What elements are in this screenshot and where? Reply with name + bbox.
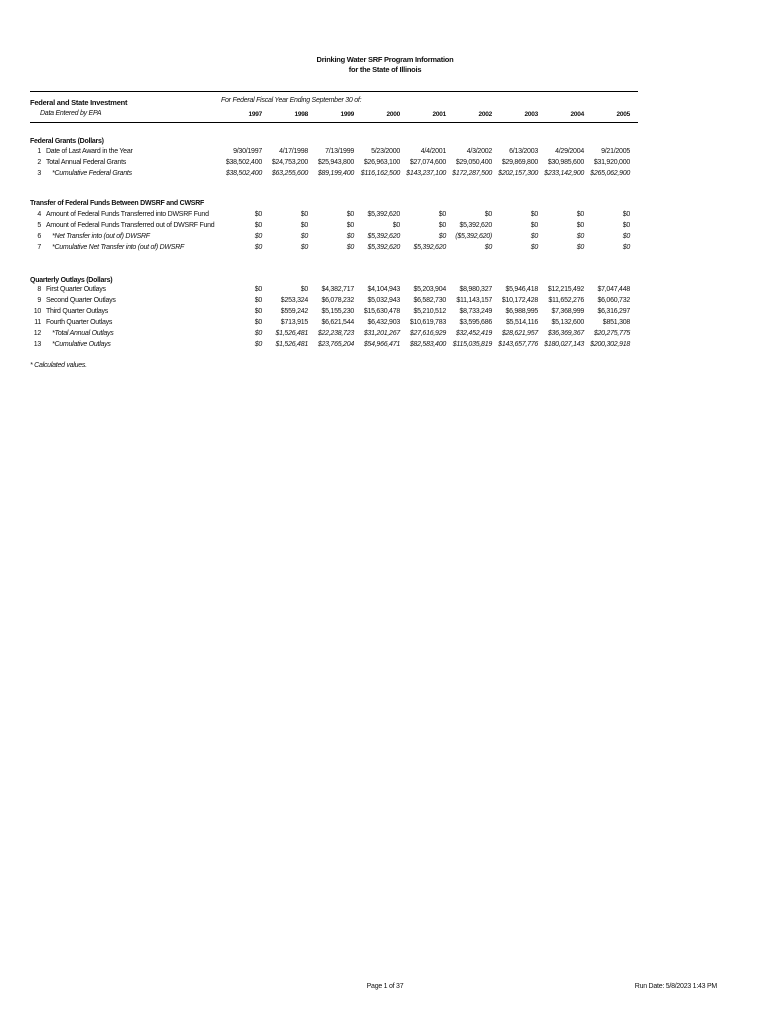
table-cell: $22,238,723 <box>317 330 354 337</box>
table-cell: $10,172,428 <box>501 297 538 304</box>
year-header: 1997 <box>248 111 262 118</box>
row-label-text: Amount of Federal Funds Transferred out of DWSRF Fund <box>46 222 215 229</box>
table-cell: $0 <box>254 222 262 229</box>
table-cell: $0 <box>622 211 630 218</box>
table-cell: $559,242 <box>280 308 308 315</box>
report-title-line2: for the State of Illinois <box>348 65 422 74</box>
header-rule <box>30 122 638 123</box>
table-cell: $36,369,367 <box>547 330 584 337</box>
section-header-title: Federal and State Investment <box>30 98 128 107</box>
table-cell: 4/29/2004 <box>555 148 584 155</box>
row-number: 1 <box>37 148 41 155</box>
table-cell: $63,255,600 <box>271 170 308 177</box>
section-transfers: Transfer of Federal Funds Between DWSRF and CWSRF <box>30 200 205 207</box>
table-cell: $143,237,100 <box>406 170 446 177</box>
table-cell: $6,432,903 <box>367 319 400 326</box>
table-cell: $0 <box>438 222 446 229</box>
table-cell: $115,035,819 <box>452 341 492 348</box>
table-cell: $5,392,620 <box>367 211 400 218</box>
table-cell: $7,047,448 <box>597 286 630 293</box>
table-cell: $0 <box>484 211 492 218</box>
table-cell: $0 <box>254 308 262 315</box>
table-cell: $0 <box>346 244 354 251</box>
row-number: 7 <box>37 244 41 251</box>
row-label-text: Fourth Quarter Outlays <box>46 319 113 326</box>
table-cell: $5,946,418 <box>505 286 538 293</box>
table-cell: $1,526,481 <box>275 341 308 348</box>
table-cell: $0 <box>484 244 492 251</box>
table-cell: $11,143,157 <box>456 297 492 304</box>
row-label-text: *Total Annual Outlays <box>52 330 114 337</box>
table-cell: $0 <box>254 244 262 251</box>
table-cell: $143,657,776 <box>498 341 538 348</box>
row-label-text: First Quarter Outlays <box>46 286 106 293</box>
row-label-text: Amount of Federal Funds Transferred into DWSRF Fund <box>46 211 209 218</box>
table-cell: 5/23/2000 <box>371 148 400 155</box>
table-cell: $5,210,512 <box>413 308 446 315</box>
table-cell: 4/3/2002 <box>466 148 492 155</box>
year-header: 2001 <box>432 111 446 118</box>
table-cell: $0 <box>530 211 538 218</box>
table-cell: $5,392,620 <box>367 244 400 251</box>
table-cell: $0 <box>254 286 262 293</box>
table-cell: 6/13/2003 <box>509 148 538 155</box>
table-cell: $0 <box>300 244 308 251</box>
section-header <box>30 98 127 117</box>
table-cell: $0 <box>300 286 308 293</box>
table-cell: $5,203,904 <box>413 286 446 293</box>
table-cell: $6,988,995 <box>505 308 538 315</box>
table-cell: $11,652,276 <box>548 297 584 304</box>
table-cell: $15,630,478 <box>363 308 400 315</box>
table-cell: $6,621,544 <box>321 319 354 326</box>
year-header: 2003 <box>524 111 538 118</box>
table-cell: $27,074,600 <box>409 159 446 166</box>
table-cell: $0 <box>530 222 538 229</box>
year-header: 2002 <box>478 111 492 118</box>
row-number: 13 <box>33 341 41 348</box>
table-cell: $253,324 <box>280 297 308 304</box>
table-cell: $0 <box>576 244 584 251</box>
table-cell: $5,132,600 <box>551 319 584 326</box>
table-cell: $29,050,400 <box>455 159 492 166</box>
year-header: 2005 <box>616 111 630 118</box>
table-cell: $0 <box>254 211 262 218</box>
table-cell: $0 <box>346 211 354 218</box>
row-label-text: *Cumulative Net Transfer into (out of) DWSRF <box>52 244 185 251</box>
table-cell: $8,733,249 <box>459 308 492 315</box>
table-cell: $89,199,400 <box>317 170 354 177</box>
table-cell: $265,062,900 <box>590 170 630 177</box>
table-cell: $8,980,327 <box>459 286 492 293</box>
table-cell: $0 <box>254 341 262 348</box>
table-cell: $29,869,800 <box>501 159 538 166</box>
top-rule <box>30 91 638 92</box>
row-label-text: Total Annual Federal Grants <box>46 159 127 166</box>
table-cell: $38,502,400 <box>225 159 262 166</box>
table-cell: $54,966,471 <box>363 341 400 348</box>
row-label-text: Second Quarter Outlays <box>46 297 116 304</box>
row-number: 10 <box>33 308 41 315</box>
table-cell: $0 <box>530 233 538 240</box>
table-cell: $0 <box>622 244 630 251</box>
table-cell: $233,142,900 <box>544 170 584 177</box>
table-cell: $25,943,800 <box>317 159 354 166</box>
table-cell: $0 <box>576 233 584 240</box>
table-cell: $0 <box>438 233 446 240</box>
table-cell: $851,308 <box>602 319 630 326</box>
row-label-text: Date of Last Award in the Year <box>46 148 133 155</box>
table-cell: $6,060,732 <box>597 297 630 304</box>
row-label-text: *Cumulative Federal Grants <box>52 170 132 177</box>
table-cell: $5,392,620 <box>413 244 446 251</box>
table-cell: $0 <box>438 211 446 218</box>
table-cell: $20,275,775 <box>593 330 630 337</box>
table-cell: $4,104,943 <box>367 286 400 293</box>
table-cell: $0 <box>346 233 354 240</box>
row-number: 12 <box>33 330 41 337</box>
table-cell: $0 <box>254 330 262 337</box>
table-cell: $0 <box>254 233 262 240</box>
table-cell: ($5,392,620) <box>455 233 492 240</box>
table-cell: $10,619,783 <box>409 319 446 326</box>
table-cell: $0 <box>254 319 262 326</box>
row-label-text: *Net Transfer into (out of) DWSRF <box>52 233 150 240</box>
row-label-text: Third Quarter Outlays <box>46 308 109 315</box>
table-cell: $38,502,400 <box>225 170 262 177</box>
table-cell: $0 <box>346 222 354 229</box>
row-number: 11 <box>34 319 41 326</box>
row-number: 3 <box>37 170 41 177</box>
table-cell: $0 <box>392 222 400 229</box>
table-cell: 9/21/2005 <box>601 148 630 155</box>
row-number: 6 <box>37 233 41 240</box>
table-cell: $0 <box>576 211 584 218</box>
footnote: * Calculated values. <box>30 362 87 369</box>
row-number: 4 <box>37 211 41 218</box>
table-cell: $6,316,297 <box>597 308 630 315</box>
table-cell: $31,201,267 <box>363 330 400 337</box>
table-cell: $0 <box>622 222 630 229</box>
table-cell: $172,287,500 <box>452 170 492 177</box>
table-cell: $0 <box>254 297 262 304</box>
table-cell: $27,616,929 <box>409 330 446 337</box>
table-cell: $1,526,481 <box>275 330 308 337</box>
run-date: Run Date: 5/8/2023 1:43 PM <box>634 983 717 990</box>
row-number: 2 <box>37 159 41 166</box>
table-cell: $26,963,100 <box>363 159 400 166</box>
row-number: 5 <box>37 222 41 229</box>
table-cell: $0 <box>300 222 308 229</box>
table-cell: $4,382,717 <box>321 286 354 293</box>
row-label-text: *Cumulative Outlays <box>52 341 111 348</box>
table-cell: $30,985,600 <box>547 159 584 166</box>
table-cell: $31,920,000 <box>593 159 630 166</box>
table-cell: $5,155,230 <box>321 308 354 315</box>
table-cell: $7,368,999 <box>551 308 584 315</box>
year-header: 2000 <box>386 111 400 118</box>
fiscal-year-note: For Federal Fiscal Year Ending September 30 of: <box>221 97 362 104</box>
table-cell: $0 <box>300 233 308 240</box>
table-cell: $3,595,686 <box>459 319 492 326</box>
table-cell: $24,753,200 <box>271 159 308 166</box>
table-cell: $28,621,957 <box>501 330 538 337</box>
table-cell: 4/4/2001 <box>420 148 446 155</box>
table-cell: $5,032,943 <box>367 297 400 304</box>
table-cell: 9/30/1997 <box>233 148 262 155</box>
table-cell: $5,392,620 <box>367 233 400 240</box>
table-cell: $713,915 <box>280 319 308 326</box>
year-header: 2004 <box>570 111 584 118</box>
table-cell: $0 <box>530 244 538 251</box>
row-number: 9 <box>37 297 41 304</box>
table-cell: $116,162,500 <box>360 170 400 177</box>
table-cell: $0 <box>300 211 308 218</box>
row-number: 8 <box>37 286 41 293</box>
table-cell: $32,452,419 <box>455 330 492 337</box>
table-cell: $6,582,730 <box>413 297 446 304</box>
table-cell: $180,027,143 <box>544 341 584 348</box>
section-quarterly-outlays: Quarterly Outlays (Dollars) <box>30 277 113 284</box>
report-title <box>0 55 770 75</box>
table-cell: 7/13/1999 <box>325 148 354 155</box>
table-cell: $200,302,918 <box>590 341 630 348</box>
table-cell: $0 <box>576 222 584 229</box>
table-cell: $82,583,400 <box>409 341 446 348</box>
table-cell: $23,765,204 <box>317 341 354 348</box>
table-cell: 4/17/1998 <box>279 148 308 155</box>
entered-by-label: Data Entered by EPA <box>40 110 102 117</box>
table-cell: $0 <box>622 233 630 240</box>
year-header: 1999 <box>340 111 354 118</box>
table-cell: $5,514,116 <box>505 319 538 326</box>
report-title-line1: Drinking Water SRF Program Information <box>316 55 454 64</box>
table-cell: $202,157,300 <box>498 170 538 177</box>
table-cell: $12,215,492 <box>547 286 584 293</box>
section-federal-grants: Federal Grants (Dollars) <box>30 138 104 145</box>
table-cell: $6,078,232 <box>321 297 354 304</box>
year-header: 1998 <box>294 111 308 118</box>
page-number: Page 1 of 37 <box>366 983 404 990</box>
table-cell: $5,392,620 <box>459 222 492 229</box>
